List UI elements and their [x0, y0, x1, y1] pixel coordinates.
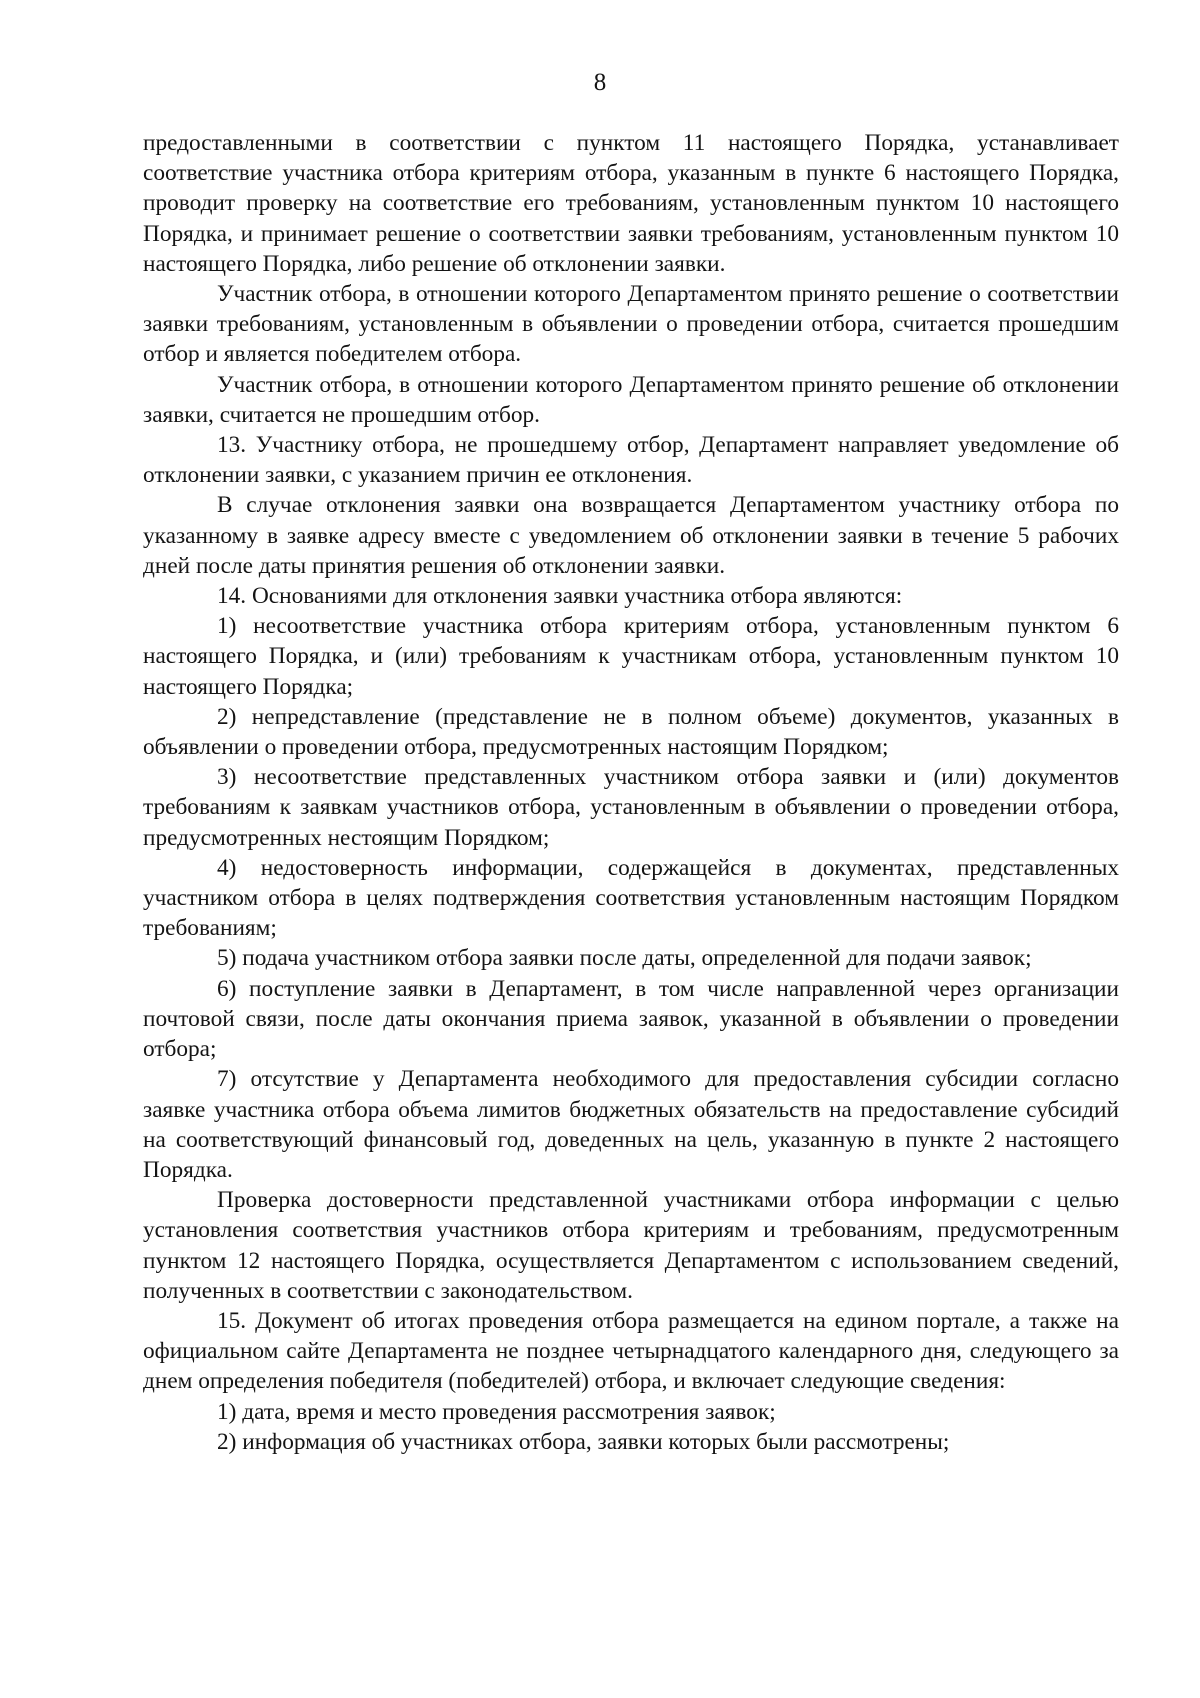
document-body: [143, 128, 1119, 1457]
results-item-2: 2) информация об участниках отбора, заявки которых были рассмотрены;: [217, 1428, 950, 1455]
paragraph-winner-decision: Участник отбора, в отношении которого Департаментом принято решение о соответствии заявки требованиям, установленным в объявлении о проведении отбора, считается прошедшим отбор и является победителем отбора.: [143, 281, 1119, 368]
clause-14-grounds: 14. Основаниями для отклонения заявки участника отбора являются:: [217, 583, 903, 610]
clause-13-notification: 13. Участнику отбора, не прошедшему отбор, Департамент направляет уведомление об отклонении заявки, с указанием причин ее отклонения.: [143, 432, 1119, 489]
list-item-2: 2) непредставление (представление не в полном объеме) документов, указанных в объявлении о проведении отбора, предусмотренных настоящим Порядком;: [143, 703, 1119, 761]
list-item-3: 3) несоответствие представленных участником отбора заявки и (или) документов требованиям к заявкам участников отбора, установленным в объявлении о проведении отбора, предусмотренных нестоящим Порядком;: [143, 764, 1119, 851]
paragraph-application-return: В случае отклонения заявки она возвращается Департаментом участнику отбора по указанному в заявке адресу вместе с уведомлением об отклонении заявки в течение 5 рабочих дней после даты принятия решения об отклонении заявки.: [143, 492, 1119, 579]
list-item-4: 4) недостоверность информации, содержащейся в документах, представленных участником отбора в целях подтверждения соответствия установленным настоящим Порядком требованиям;: [143, 854, 1119, 942]
list-item-6: 6) поступление заявки в Департамент, в том числе направленной через организации почтовой связи, после даты окончания приема заявок, указанной в объявлении о проведении отбора;: [143, 975, 1119, 1063]
page-number: 8: [593, 69, 607, 96]
list-item-5: 5) подача участником отбора заявки после даты, определенной для подачи заявок;: [217, 945, 1032, 972]
clause-15-results: 15. Документ об итогах проведения отбора размещается на едином портале, а также на официальном сайте Департамента не позднее четырнадцатого календарного дня, следующего за днем определения победителя (победителей) отбора, и включает следующие сведения:: [143, 1307, 1119, 1395]
paragraph-rejection-decision: Участник отбора, в отношении которого Департаментом принято решение об отклонении заявки, считается не прошедшим отбор.: [143, 371, 1119, 428]
list-item-1: 1) несоответствие участника отбора критериям отбора, установленным пунктом 6 настоящего Порядка, и (или) требованиям к участникам отбора, установленным пунктом 10 настоящего Порядка;: [143, 613, 1119, 700]
paragraph-verification: Проверка достоверности представленной участниками отбора информации с целью установления соответствия участников отбора критериям и требованиям, предусмотренным пунктом 12 настоящего Порядка, осуществляется Департаментом с использованием сведений, полученных в соответствии с законодательством.: [143, 1187, 1119, 1304]
results-item-1: 1) дата, время и место проведения рассмотрения заявок;: [217, 1398, 776, 1425]
list-item-7: 7) отсутствие у Департамента необходимого для предоставления субсидии согласно заявке участника отбора объема лимитов бюджетных обязательств на предоставление субсидий на соответствующий финансовый год, доведенных на цель, указанную в пункте 2 настоящего Порядка.: [143, 1066, 1119, 1183]
paragraph-continuation: предоставленными в соответствии с пунктом 11 настоящего Порядка, устанавливает соответствие участника отбора критериям отбора, указанным в пункте 6 настоящего Порядка, проводит проверку на соответствие его требованиям, установленным пунктом 10 настоящего Порядка, и принимает решение о соответствии заявки требованиям, установленным пунктом 10 настоящего Порядка, либо решение об отклонении заявки.: [143, 130, 1119, 277]
